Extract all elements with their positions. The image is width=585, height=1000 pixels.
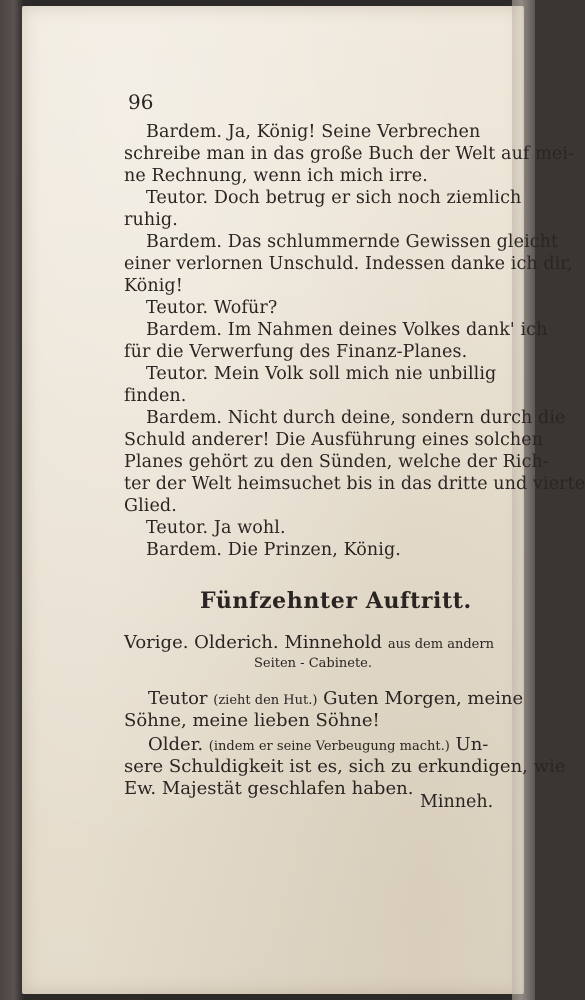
text-line: Glied. bbox=[124, 496, 177, 516]
text-line: Bardem. Ja, König! Seine Verbrechen bbox=[146, 122, 481, 142]
catchword: Minneh. bbox=[420, 792, 494, 812]
teutor-speech-line-1 bbox=[148, 688, 523, 709]
text-line: schreibe man in das große Buch der Welt auf mei- bbox=[124, 144, 575, 164]
teutor-speech-line-2: Söhne, meine lieben Söhne! bbox=[124, 710, 380, 731]
text-line: Bardem. Das schlummernde Gewissen gleicht bbox=[146, 232, 559, 252]
cast-names: Vorige. Olderich. Minnehold bbox=[124, 632, 383, 653]
text-line: ter der Welt heimsuchet bis in das dritte und vierte bbox=[124, 474, 585, 494]
older-speech-line-1 bbox=[148, 734, 488, 755]
older-speech-line-2: sere Schuldigkeit ist es, sich zu erkundigen, wie bbox=[124, 756, 566, 777]
speaker-teutor: Teutor bbox=[148, 688, 208, 709]
text-line: Bardem. Im Nahmen deines Volkes dank' ich bbox=[146, 320, 548, 340]
text-line: Bardem. Nicht durch deine, sondern durch die bbox=[146, 408, 566, 428]
text-line: einer verlornen Unschuld. Indessen danke ich dir, bbox=[124, 254, 573, 274]
text-line: ne Rechnung, wenn ich mich irre. bbox=[124, 166, 428, 186]
text-line: König! bbox=[124, 276, 183, 296]
speech-text: Guten Morgen, meine bbox=[323, 688, 524, 709]
text-line: Teutor. Wofür? bbox=[146, 298, 278, 318]
text-line: Teutor. Ja wohl. bbox=[146, 518, 286, 538]
page-number: 96 bbox=[128, 90, 154, 114]
text-line: Planes gehört zu den Sünden, welche der Rich- bbox=[124, 452, 549, 472]
older-speech-line-3: Ew. Majestät geschlafen haben. bbox=[124, 778, 414, 799]
text-line: Bardem. Die Prinzen, König. bbox=[146, 540, 401, 560]
stage-direction: (indem er seine Verbeugung macht.) bbox=[208, 739, 450, 754]
cast-line bbox=[124, 632, 494, 653]
text-line: Teutor. Mein Volk soll mich nie unbillig bbox=[146, 364, 497, 384]
text-line: Teutor. Doch betrug er sich noch ziemlich bbox=[146, 188, 522, 208]
cast-note: aus dem andern bbox=[387, 637, 494, 652]
text-line: für die Verwerfung des Finanz-Planes. bbox=[124, 342, 468, 362]
text-line: finden. bbox=[124, 386, 187, 406]
speaker-older: Older. bbox=[148, 734, 204, 755]
scene-heading: Fünfzehnter Auftritt. bbox=[200, 588, 472, 614]
cast-line-2: Seiten - Cabinete. bbox=[254, 656, 372, 671]
speech-text: Un- bbox=[455, 734, 489, 755]
text-line: ruhig. bbox=[124, 210, 178, 230]
stage-direction: (zieht den Hut.) bbox=[213, 693, 318, 708]
text-line: Schuld anderer! Die Ausführung eines solchen bbox=[124, 430, 544, 450]
